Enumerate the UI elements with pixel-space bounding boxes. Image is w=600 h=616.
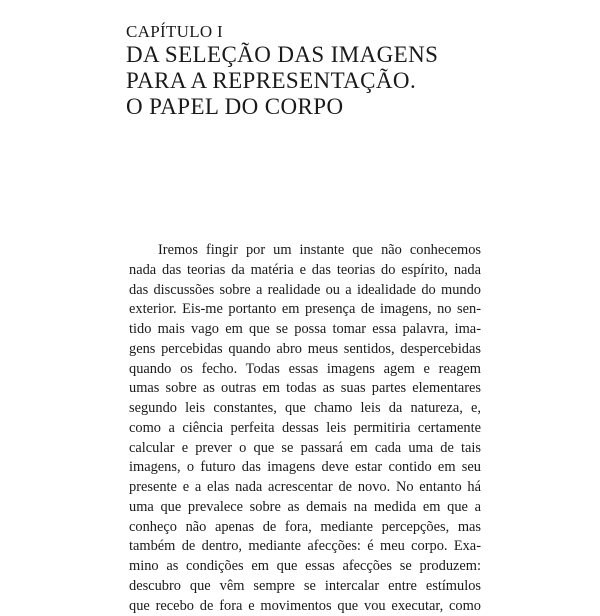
chapter-title-line: O PAPEL DO CORPO <box>126 94 546 120</box>
body-text-line: umas sobre as outras em todas as suas partes elementares <box>129 379 481 399</box>
body-text-line: presente e a elas nada acrescentar de novo. No entanto há <box>129 478 481 498</box>
body-text-line: uma que prevalece sobre as demais na medida em que a <box>129 498 481 518</box>
body-text-line: exterior. Eis-me portanto em presença de imagens, no sen- <box>129 300 481 320</box>
body-text-line: segundo leis constantes, que chamo leis da natureza, e, <box>129 399 481 419</box>
body-text-line: mino as condições em que essas afecções se produzem: <box>129 557 481 577</box>
body-text-line: conheço não apenas de fora, mediante percepções, mas <box>129 518 481 538</box>
body-text-line: das discussões sobre a realidade ou a idealidade do mundo <box>129 281 481 301</box>
body-text-line: Iremos fingir por um instante que não conhecemos <box>129 241 481 261</box>
body-text-line: nada das teorias da matéria e das teorias do espírito, nada <box>129 261 481 281</box>
body-text-line: quando os fecho. Todas essas imagens agem e reagem <box>129 360 481 380</box>
chapter-title <box>126 42 546 120</box>
body-text-line: imagens, o futuro das imagens deve estar contido em seu <box>129 458 481 478</box>
body-paragraph <box>129 241 481 616</box>
body-text-line: gens percebidas quando abro meus sentidos, despercebidas <box>129 340 481 360</box>
body-text-line: que recebo de fora e movimentos que vou executar, como <box>129 597 481 616</box>
chapter-title-line: PARA A REPRESENTAÇÃO. <box>126 68 546 94</box>
chapter-title-line: DA SELEÇÃO DAS IMAGENS <box>126 42 546 68</box>
body-text-line: também de dentro, mediante afecções: é meu corpo. Exa- <box>129 537 481 557</box>
body-text-line: descubro que vêm sempre se intercalar entre estímulos <box>129 577 481 597</box>
body-text-line: tido mais vago em que se possa tomar essa palavra, ima- <box>129 320 481 340</box>
body-text-line: calcular e prever o que se passará em cada uma de tais <box>129 439 481 459</box>
body-text-line: como a ciência perfeita dessas leis permitiria certamente <box>129 419 481 439</box>
chapter-number: CAPÍTULO I <box>126 22 223 42</box>
